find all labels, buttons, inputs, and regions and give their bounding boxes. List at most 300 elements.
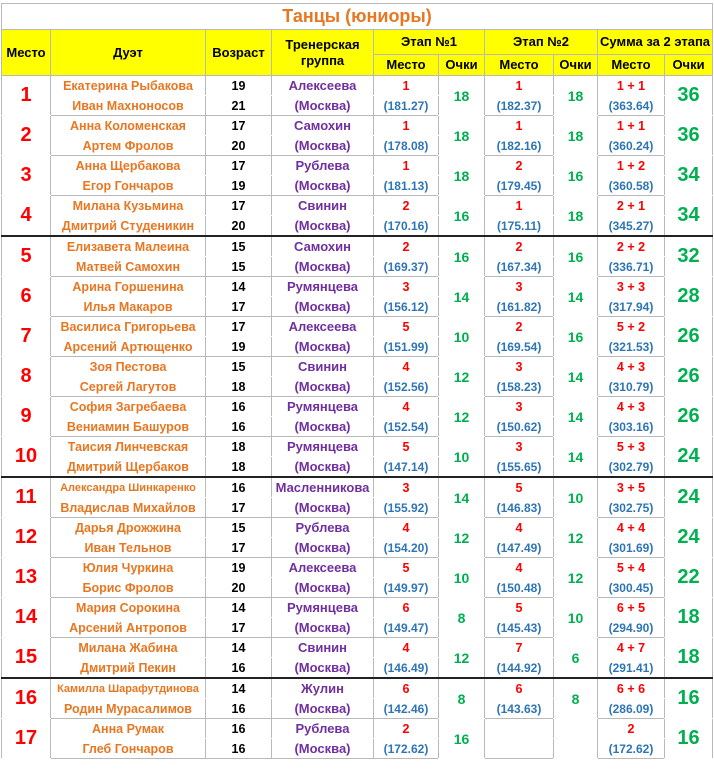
sum-score: (310.79) (598, 377, 665, 397)
header-stage1-place: Место (374, 55, 439, 76)
coach-group: Алексеева (272, 76, 374, 96)
total-points: 24 (665, 518, 713, 558)
total-points: 24 (665, 437, 713, 478)
total-points: 26 (665, 397, 713, 437)
stage1-points: 16 (439, 719, 485, 759)
table-row-continuation (2, 216, 713, 237)
coach-city: (Москва) (272, 578, 374, 598)
stage2-place: 2 (485, 317, 554, 337)
stage1-place: 1 (374, 156, 439, 176)
total-points: 18 (665, 638, 713, 679)
stage1-points: 12 (439, 518, 485, 558)
partner1-name: Екатерина Рыбакова (51, 76, 206, 96)
partner2-age: 20 (206, 578, 272, 598)
stage2-score: (182.16) (485, 136, 554, 156)
table-row (2, 397, 713, 417)
table-row (2, 156, 713, 176)
partner2-name: Илья Макаров (51, 297, 206, 317)
table-row-continuation (2, 578, 713, 598)
stage2-place: 3 (485, 397, 554, 417)
table-row-continuation (2, 377, 713, 397)
partner1-name: Анна Щербакова (51, 156, 206, 176)
coach-group: Жулин (272, 678, 374, 699)
stage2-place: 6 (485, 678, 554, 699)
stage2-place: 1 (485, 76, 554, 96)
partner1-name: Арина Горшенина (51, 277, 206, 297)
partner2-age: 17 (206, 538, 272, 558)
stage1-points: 16 (439, 196, 485, 237)
place-cell: 11 (2, 477, 51, 518)
stage2-points: 8 (554, 678, 598, 719)
table-row (2, 719, 713, 739)
stage1-score: (181.13) (374, 176, 439, 196)
stage2-score: (158.23) (485, 377, 554, 397)
header-stage2-place: Место (485, 55, 554, 76)
partner2-age: 15 (206, 257, 272, 277)
stage1-place: 1 (374, 76, 439, 96)
stage1-score: (154.20) (374, 538, 439, 558)
header-coach-line1: Тренерская (285, 36, 360, 52)
coach-city: (Москва) (272, 457, 374, 478)
stage2-place: 1 (485, 116, 554, 136)
partner1-name: Александра Шинкаренко (51, 477, 206, 498)
header-coach-line2: группа (300, 52, 345, 68)
place-cell: 12 (2, 518, 51, 558)
partner1-age: 17 (206, 317, 272, 337)
coach-group: Масленникова (272, 477, 374, 498)
header-stage2: Этап №2 (485, 30, 598, 55)
stage2-score: (150.62) (485, 417, 554, 437)
coach-group: Самохин (272, 236, 374, 257)
sum-places: 2 + 1 (598, 196, 665, 216)
stage2-points: 16 (554, 236, 598, 277)
total-points: 22 (665, 558, 713, 598)
sum-places: 4 + 3 (598, 397, 665, 417)
stage2-points: 16 (554, 156, 598, 196)
partner2-age: 17 (206, 618, 272, 638)
total-points: 34 (665, 156, 713, 196)
stage2-score: (144.92) (485, 658, 554, 679)
stage1-place: 4 (374, 357, 439, 377)
header-place: Место (2, 30, 51, 76)
sum-places: 4 + 4 (598, 518, 665, 538)
stage2-place: 3 (485, 357, 554, 377)
place-cell: 9 (2, 397, 51, 437)
partner2-name: Матвей Самохин (51, 257, 206, 277)
header-duet: Дуэт (51, 30, 206, 76)
partner1-name: Зоя Пестова (51, 357, 206, 377)
stage2-points: 18 (554, 196, 598, 237)
partner1-age: 16 (206, 397, 272, 417)
sum-places: 5 + 4 (598, 558, 665, 578)
sum-score: (302.75) (598, 498, 665, 518)
partner1-age: 14 (206, 678, 272, 699)
partner2-name: Иван Тельнов (51, 538, 206, 558)
stage2-score: (179.45) (485, 176, 554, 196)
stage1-place: 6 (374, 598, 439, 618)
stage2-score: (150.48) (485, 578, 554, 598)
partner2-name: Глеб Гончаров (51, 739, 206, 759)
stage2-place: 4 (485, 518, 554, 538)
coach-city: (Москва) (272, 257, 374, 277)
total-points: 28 (665, 277, 713, 317)
stage1-score: (181.27) (374, 96, 439, 116)
stage1-score: (170.16) (374, 216, 439, 237)
partner2-age: 16 (206, 739, 272, 759)
sum-score: (321.53) (598, 337, 665, 357)
sum-places: 5 + 3 (598, 437, 665, 457)
stage1-place: 1 (374, 116, 439, 136)
partner2-name: Дмитрий Щербаков (51, 457, 206, 478)
total-points: 26 (665, 317, 713, 357)
stage1-score: (155.92) (374, 498, 439, 518)
partner1-age: 14 (206, 598, 272, 618)
sum-places: 2 + 2 (598, 236, 665, 257)
stage2-place: 7 (485, 638, 554, 658)
stage2-score: (167.34) (485, 257, 554, 277)
coach-group: Рублева (272, 719, 374, 739)
stage1-score: (149.47) (374, 618, 439, 638)
total-points: 16 (665, 719, 713, 759)
partner2-age: 19 (206, 176, 272, 196)
coach-group: Алексеева (272, 558, 374, 578)
partner2-age: 16 (206, 699, 272, 719)
total-points: 16 (665, 678, 713, 719)
stage2-points: 12 (554, 558, 598, 598)
coach-city: (Москва) (272, 538, 374, 558)
coach-city: (Москва) (272, 618, 374, 638)
partner2-name: Артем Фролов (51, 136, 206, 156)
partner1-name: Анна Коломенская (51, 116, 206, 136)
stage2-place (485, 719, 554, 739)
table-row (2, 236, 713, 257)
sum-places: 3 + 5 (598, 477, 665, 498)
stage1-points: 10 (439, 317, 485, 357)
sum-places: 3 + 3 (598, 277, 665, 297)
place-cell: 16 (2, 678, 51, 719)
stage1-points: 14 (439, 477, 485, 518)
stage2-points: 6 (554, 638, 598, 679)
stage1-place: 5 (374, 317, 439, 337)
partner2-name: Вениамин Башуров (51, 417, 206, 437)
stage2-place: 1 (485, 196, 554, 216)
header-sum: Сумма за 2 этапа (598, 30, 713, 55)
stage1-score: (146.49) (374, 658, 439, 679)
partner2-age: 18 (206, 377, 272, 397)
stage2-place: 5 (485, 598, 554, 618)
stage2-score: (161.82) (485, 297, 554, 317)
coach-group: Румянцева (272, 277, 374, 297)
sum-score: (360.24) (598, 136, 665, 156)
coach-group: Румянцева (272, 437, 374, 457)
table-row (2, 196, 713, 216)
sum-score: (302.79) (598, 457, 665, 478)
sum-places: 1 + 2 (598, 156, 665, 176)
partner1-name: Милана Жабина (51, 638, 206, 658)
partner1-age: 15 (206, 357, 272, 377)
stage1-points: 18 (439, 156, 485, 196)
sum-score: (345.27) (598, 216, 665, 237)
results-table (1, 3, 713, 759)
table-row-continuation (2, 498, 713, 518)
table-row-continuation (2, 176, 713, 196)
partner2-age: 18 (206, 457, 272, 478)
partner1-name: Камилла Шарафутдинова (51, 678, 206, 699)
stage1-points: 16 (439, 236, 485, 277)
partner1-name: Мария Сорокина (51, 598, 206, 618)
table-row (2, 277, 713, 297)
table-row-continuation (2, 538, 713, 558)
stage1-points: 14 (439, 277, 485, 317)
sum-score: (303.16) (598, 417, 665, 437)
stage1-place: 5 (374, 437, 439, 457)
header-stage1: Этап №1 (374, 30, 485, 55)
partner2-name: Арсений Антропов (51, 618, 206, 638)
partner1-age: 19 (206, 76, 272, 96)
partner2-name: Дмитрий Студеникин (51, 216, 206, 237)
partner1-name: Дарья Дрожжина (51, 518, 206, 538)
partner1-name: Милана Кузьмина (51, 196, 206, 216)
partner2-age: 17 (206, 297, 272, 317)
partner2-name: Сергей Лагутов (51, 377, 206, 397)
stage1-score: (152.54) (374, 417, 439, 437)
stage1-points: 10 (439, 558, 485, 598)
stage1-place: 2 (374, 196, 439, 216)
table-row-continuation (2, 457, 713, 478)
stage1-score: (152.56) (374, 377, 439, 397)
place-cell: 6 (2, 277, 51, 317)
sum-places: 4 + 7 (598, 638, 665, 658)
stage2-points: 18 (554, 116, 598, 156)
partner1-age: 17 (206, 116, 272, 136)
partner2-name: Владислав Михайлов (51, 498, 206, 518)
total-points: 36 (665, 76, 713, 116)
partner2-age: 19 (206, 337, 272, 357)
place-cell: 2 (2, 116, 51, 156)
sum-score: (301.69) (598, 538, 665, 558)
table-row-continuation (2, 297, 713, 317)
sum-score: (317.94) (598, 297, 665, 317)
table-row-continuation (2, 96, 713, 116)
place-cell: 5 (2, 236, 51, 277)
total-points: 26 (665, 357, 713, 397)
stage1-score: (147.14) (374, 457, 439, 478)
total-points: 18 (665, 598, 713, 638)
coach-group: Свинин (272, 638, 374, 658)
partner1-name: Елизавета Малеина (51, 236, 206, 257)
table-row (2, 638, 713, 658)
header-sum-place: Место (598, 55, 665, 76)
partner2-name: Родин Мурасалимов (51, 699, 206, 719)
partner2-name: Иван Махноносов (51, 96, 206, 116)
stage1-points: 18 (439, 76, 485, 116)
place-cell: 3 (2, 156, 51, 196)
table-row (2, 678, 713, 699)
partner1-age: 16 (206, 719, 272, 739)
stage1-place: 5 (374, 558, 439, 578)
stage2-points: 10 (554, 598, 598, 638)
stage1-points: 18 (439, 116, 485, 156)
partner2-age: 16 (206, 658, 272, 679)
coach-city: (Москва) (272, 699, 374, 719)
table-row (2, 598, 713, 618)
stage2-score: (146.83) (485, 498, 554, 518)
coach-group: Свинин (272, 357, 374, 377)
stage2-points: 14 (554, 437, 598, 478)
stage1-place: 6 (374, 678, 439, 699)
stage2-place: 5 (485, 477, 554, 498)
stage2-score: (175.11) (485, 216, 554, 237)
sum-score: (291.41) (598, 658, 665, 679)
place-cell: 13 (2, 558, 51, 598)
header-stage2-points: Очки (554, 55, 598, 76)
table-row-continuation (2, 618, 713, 638)
stage1-score: (149.97) (374, 578, 439, 598)
table-row (2, 477, 713, 498)
place-cell: 7 (2, 317, 51, 357)
sum-score: (336.71) (598, 257, 665, 277)
partner1-name: Василиса Григорьева (51, 317, 206, 337)
coach-city: (Москва) (272, 498, 374, 518)
sum-places: 6 + 6 (598, 678, 665, 699)
stage2-score: (169.54) (485, 337, 554, 357)
sum-score: (300.45) (598, 578, 665, 598)
total-points: 34 (665, 196, 713, 237)
stage1-place: 4 (374, 638, 439, 658)
coach-group: Алексеева (272, 317, 374, 337)
partner1-age: 16 (206, 477, 272, 498)
coach-city: (Москва) (272, 216, 374, 237)
partner1-name: София Загребаева (51, 397, 206, 417)
stage2-score (485, 739, 554, 759)
stage2-points (554, 719, 598, 759)
total-points: 32 (665, 236, 713, 277)
total-points: 24 (665, 477, 713, 518)
table-row-continuation (2, 136, 713, 156)
sum-places: 4 + 3 (598, 357, 665, 377)
stage2-points: 10 (554, 477, 598, 518)
partner2-age: 17 (206, 498, 272, 518)
table-row (2, 558, 713, 578)
stage2-points: 16 (554, 317, 598, 357)
stage1-score: (142.46) (374, 699, 439, 719)
stage2-place: 2 (485, 236, 554, 257)
stage1-place: 2 (374, 236, 439, 257)
stage1-points: 12 (439, 638, 485, 679)
place-cell: 1 (2, 76, 51, 116)
stage1-score: (172.62) (374, 739, 439, 759)
coach-city: (Москва) (272, 297, 374, 317)
coach-city: (Москва) (272, 377, 374, 397)
sum-places: 2 (598, 719, 665, 739)
stage1-score: (178.08) (374, 136, 439, 156)
table-row (2, 76, 713, 96)
stage1-place: 3 (374, 277, 439, 297)
stage2-score: (145.43) (485, 618, 554, 638)
stage1-place: 3 (374, 477, 439, 498)
partner1-age: 19 (206, 558, 272, 578)
partner2-name: Егор Гончаров (51, 176, 206, 196)
table-row (2, 116, 713, 136)
stage2-points: 18 (554, 76, 598, 116)
table-row (2, 518, 713, 538)
table-row-continuation (2, 739, 713, 759)
header-coach (272, 30, 374, 76)
stage1-points: 8 (439, 598, 485, 638)
stage2-points: 14 (554, 397, 598, 437)
sum-places: 1 + 1 (598, 116, 665, 136)
stage1-points: 12 (439, 357, 485, 397)
stage2-place: 3 (485, 277, 554, 297)
stage1-place: 4 (374, 397, 439, 417)
coach-city: (Москва) (272, 658, 374, 679)
place-cell: 14 (2, 598, 51, 638)
stage2-score: (143.63) (485, 699, 554, 719)
sum-score: (172.62) (598, 739, 665, 759)
stage1-place: 2 (374, 719, 439, 739)
partner1-name: Таисия Линчевская (51, 437, 206, 457)
table-row-continuation (2, 417, 713, 437)
stage2-score: (155.65) (485, 457, 554, 478)
partner2-age: 20 (206, 216, 272, 237)
coach-group: Румянцева (272, 598, 374, 618)
partner1-age: 14 (206, 277, 272, 297)
partner2-age: 20 (206, 136, 272, 156)
stage1-score: (151.99) (374, 337, 439, 357)
header-stage1-points: Очки (439, 55, 485, 76)
table-row-continuation (2, 337, 713, 357)
place-cell: 4 (2, 196, 51, 237)
partner1-name: Юлия Чуркина (51, 558, 206, 578)
partner1-age: 18 (206, 437, 272, 457)
partner1-name: Анна Румак (51, 719, 206, 739)
place-cell: 10 (2, 437, 51, 478)
sum-places: 6 + 5 (598, 598, 665, 618)
coach-group: Свинин (272, 196, 374, 216)
partner2-name: Арсений Артющенко (51, 337, 206, 357)
partner2-age: 16 (206, 417, 272, 437)
stage1-points: 8 (439, 678, 485, 719)
sum-places: 1 + 1 (598, 76, 665, 96)
stage2-points: 14 (554, 277, 598, 317)
total-points: 36 (665, 116, 713, 156)
stage2-place: 3 (485, 437, 554, 457)
page-title: Танцы (юниоры) (2, 4, 713, 30)
partner1-age: 17 (206, 196, 272, 216)
stage2-points: 12 (554, 518, 598, 558)
header-sum-points: Очки (665, 55, 713, 76)
stage1-place: 4 (374, 518, 439, 538)
stage2-place: 4 (485, 558, 554, 578)
coach-city: (Москва) (272, 417, 374, 437)
partner1-age: 15 (206, 236, 272, 257)
partner2-name: Дмитрий Пекин (51, 658, 206, 679)
sum-score: (360.58) (598, 176, 665, 196)
stage2-score: (147.49) (485, 538, 554, 558)
coach-group: Самохин (272, 116, 374, 136)
table-row-continuation (2, 699, 713, 719)
stage1-points: 10 (439, 437, 485, 478)
partner1-age: 15 (206, 518, 272, 538)
table-row-continuation (2, 257, 713, 277)
sum-score: (363.64) (598, 96, 665, 116)
table-row (2, 317, 713, 337)
coach-city: (Москва) (272, 96, 374, 116)
place-cell: 8 (2, 357, 51, 397)
stage2-score: (182.37) (485, 96, 554, 116)
sum-score: (286.09) (598, 699, 665, 719)
table-row-continuation (2, 658, 713, 679)
